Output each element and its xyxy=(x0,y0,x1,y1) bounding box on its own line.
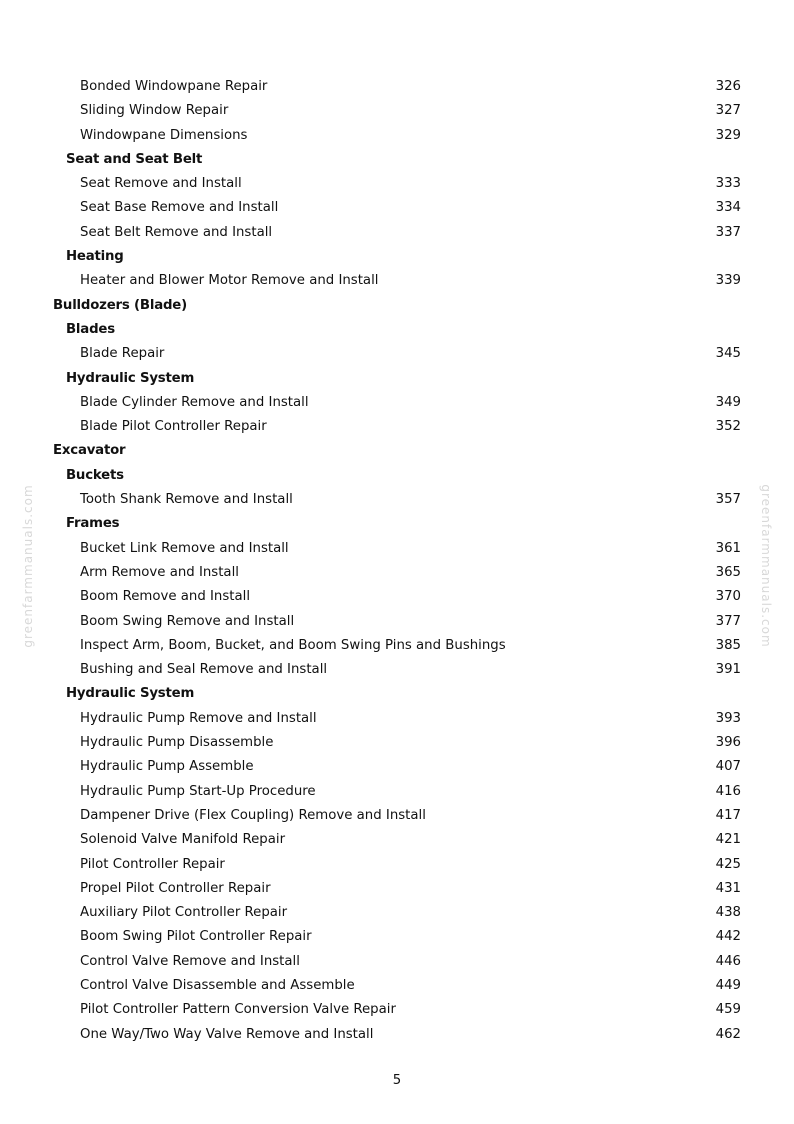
toc-entry[interactable] xyxy=(0,269,794,293)
toc-entry-title: Hydraulic System xyxy=(66,370,195,386)
toc-entry[interactable] xyxy=(0,901,794,925)
toc-entry[interactable] xyxy=(0,391,794,415)
page-number: 5 xyxy=(392,1073,402,1088)
table-of-contents xyxy=(0,75,794,1047)
toc-entry[interactable] xyxy=(0,731,794,755)
toc-entry-title: Blade Repair xyxy=(80,346,165,362)
toc-entry-title: Seat Remove and Install xyxy=(80,176,242,192)
toc-page-number: 326 xyxy=(715,79,741,94)
toc-entry-title: Bushing and Seal Remove and Install xyxy=(80,662,328,678)
toc-entry-title: Windowpane Dimensions xyxy=(80,127,248,143)
toc-entry[interactable] xyxy=(0,124,794,148)
toc-entry-title: Blade Pilot Controller Repair xyxy=(80,419,267,435)
toc-entry[interactable] xyxy=(0,828,794,852)
toc-entry-title: Hydraulic Pump Disassemble xyxy=(80,735,274,751)
toc-entry[interactable] xyxy=(0,950,794,974)
toc-page-number: 407 xyxy=(715,759,741,775)
toc-page-number: 416 xyxy=(715,783,741,799)
toc-entry[interactable] xyxy=(0,221,794,245)
toc-subsection-heading xyxy=(0,682,794,706)
toc-subsection-heading xyxy=(0,367,794,391)
toc-subsection-heading xyxy=(0,512,794,536)
toc-entry[interactable] xyxy=(0,172,794,196)
toc-page-number: 385 xyxy=(715,637,741,653)
toc-entry-title: Seat and Seat Belt xyxy=(66,151,203,167)
toc-entry[interactable] xyxy=(0,925,794,949)
toc-entry[interactable] xyxy=(0,634,794,658)
toc-page-number: 349 xyxy=(715,394,741,410)
toc-entry-title: Boom Swing Remove and Install xyxy=(80,613,295,629)
toc-entry-title: Seat Belt Remove and Install xyxy=(80,224,273,240)
toc-page-number: 393 xyxy=(715,710,741,726)
toc-entry[interactable] xyxy=(0,342,794,366)
toc-page-number: 462 xyxy=(715,1026,741,1042)
toc-page-number: 431 xyxy=(715,880,741,896)
toc-entry-title: Hydraulic Pump Start-Up Procedure xyxy=(80,783,316,799)
toc-page-number: 421 xyxy=(715,832,741,848)
toc-entry[interactable] xyxy=(0,804,794,828)
toc-entry[interactable] xyxy=(0,537,794,561)
toc-entry[interactable] xyxy=(0,755,794,779)
toc-page-number: 337 xyxy=(715,224,741,240)
toc-page-number: 442 xyxy=(715,929,741,945)
toc-page-number: 417 xyxy=(715,807,741,823)
toc-entry-title: Dampener Drive (Flex Coupling) Remove and Install xyxy=(80,807,426,823)
toc-page-number: 361 xyxy=(715,540,741,556)
toc-page-number: 391 xyxy=(715,662,741,678)
toc-entry-title: Hydraulic Pump Assemble xyxy=(80,759,254,775)
toc-entry-title: Pilot Controller Repair xyxy=(80,856,225,872)
toc-page-number: 333 xyxy=(715,176,741,192)
toc-entry[interactable] xyxy=(0,998,794,1022)
toc-entry-title: Seat Base Remove and Install xyxy=(80,200,279,216)
toc-page-number: 377 xyxy=(715,613,741,629)
toc-page-number: 459 xyxy=(715,1002,741,1018)
toc-entry-title: Tooth Shank Remove and Install xyxy=(80,492,293,508)
toc-page-number: 396 xyxy=(715,735,741,751)
watermark-left: greenfarmmanuals.com xyxy=(21,484,35,648)
toc-entry-title: Sliding Window Repair xyxy=(80,103,229,119)
toc-entry-title: Bonded Windowpane Repair xyxy=(80,79,268,94)
toc-page-number: 339 xyxy=(715,273,741,289)
toc-entry-title: Hydraulic System xyxy=(66,686,195,702)
toc-section-heading xyxy=(0,439,794,463)
toc-entry[interactable] xyxy=(0,561,794,585)
toc-page-number: 334 xyxy=(715,200,741,216)
toc-page-number: 329 xyxy=(715,127,741,143)
toc-entry-title: Boom Remove and Install xyxy=(80,589,251,605)
watermark-right: greenfarmmanuals.com xyxy=(759,484,773,648)
toc-entry-title: Heating xyxy=(66,249,124,265)
toc-entry-title: One Way/Two Way Valve Remove and Install xyxy=(80,1026,374,1042)
toc-entry[interactable] xyxy=(0,415,794,439)
toc-page-number: 327 xyxy=(715,103,741,119)
toc-entry[interactable] xyxy=(0,99,794,123)
toc-entry[interactable] xyxy=(0,610,794,634)
toc-subsection-heading xyxy=(0,245,794,269)
toc-entry[interactable] xyxy=(0,780,794,804)
toc-subsection-heading xyxy=(0,318,794,342)
toc-entry-title: Auxiliary Pilot Controller Repair xyxy=(80,905,288,921)
toc-entry-title: Hydraulic Pump Remove and Install xyxy=(80,710,317,726)
toc-entry-title: Heater and Blower Motor Remove and Install xyxy=(80,273,379,289)
toc-page-number: 446 xyxy=(715,953,741,969)
toc-page-number: 370 xyxy=(715,589,741,605)
toc-entry[interactable] xyxy=(0,974,794,998)
toc-entry-title: Arm Remove and Install xyxy=(80,564,239,580)
toc-entry-title: Bulldozers (Blade) xyxy=(53,297,187,313)
toc-entry-title: Boom Swing Pilot Controller Repair xyxy=(80,929,312,945)
toc-entry-title: Inspect Arm, Boom, Bucket, and Boom Swing Pins and Bushings xyxy=(80,637,506,653)
toc-entry-title: Buckets xyxy=(66,467,124,483)
toc-page-number: 425 xyxy=(715,856,741,872)
toc-entry[interactable] xyxy=(0,75,794,99)
toc-entry[interactable] xyxy=(0,877,794,901)
toc-entry-title: Frames xyxy=(66,516,120,532)
toc-subsection-heading xyxy=(0,464,794,488)
toc-entry-title: Solenoid Valve Manifold Repair xyxy=(80,832,286,848)
toc-entry[interactable] xyxy=(0,1023,794,1047)
toc-page-number: 357 xyxy=(715,492,741,508)
toc-entry-title: Control Valve Remove and Install xyxy=(80,953,300,969)
toc-entry[interactable] xyxy=(0,707,794,731)
toc-page-number: 352 xyxy=(715,419,741,435)
toc-entry-title: Bucket Link Remove and Install xyxy=(80,540,289,556)
toc-entry[interactable] xyxy=(0,658,794,682)
toc-entry-title: Propel Pilot Controller Repair xyxy=(80,880,271,896)
toc-page-number: 345 xyxy=(715,346,741,362)
toc-entry[interactable] xyxy=(0,196,794,220)
toc-page-number: 438 xyxy=(715,905,741,921)
toc-entry[interactable] xyxy=(0,585,794,609)
toc-page-number: 365 xyxy=(715,564,741,580)
toc-entry-title: Pilot Controller Pattern Conversion Valve Repair xyxy=(80,1002,396,1018)
toc-entry-title: Blade Cylinder Remove and Install xyxy=(80,394,309,410)
toc-entry[interactable] xyxy=(0,488,794,512)
toc-subsection-heading xyxy=(0,148,794,172)
toc-entry-title: Excavator xyxy=(53,443,126,459)
toc-page-number: 449 xyxy=(715,977,741,993)
toc-entry[interactable] xyxy=(0,853,794,877)
toc-entry-title: Control Valve Disassemble and Assemble xyxy=(80,977,355,993)
toc-entry-title: Blades xyxy=(66,321,115,337)
toc-section-heading xyxy=(0,294,794,318)
